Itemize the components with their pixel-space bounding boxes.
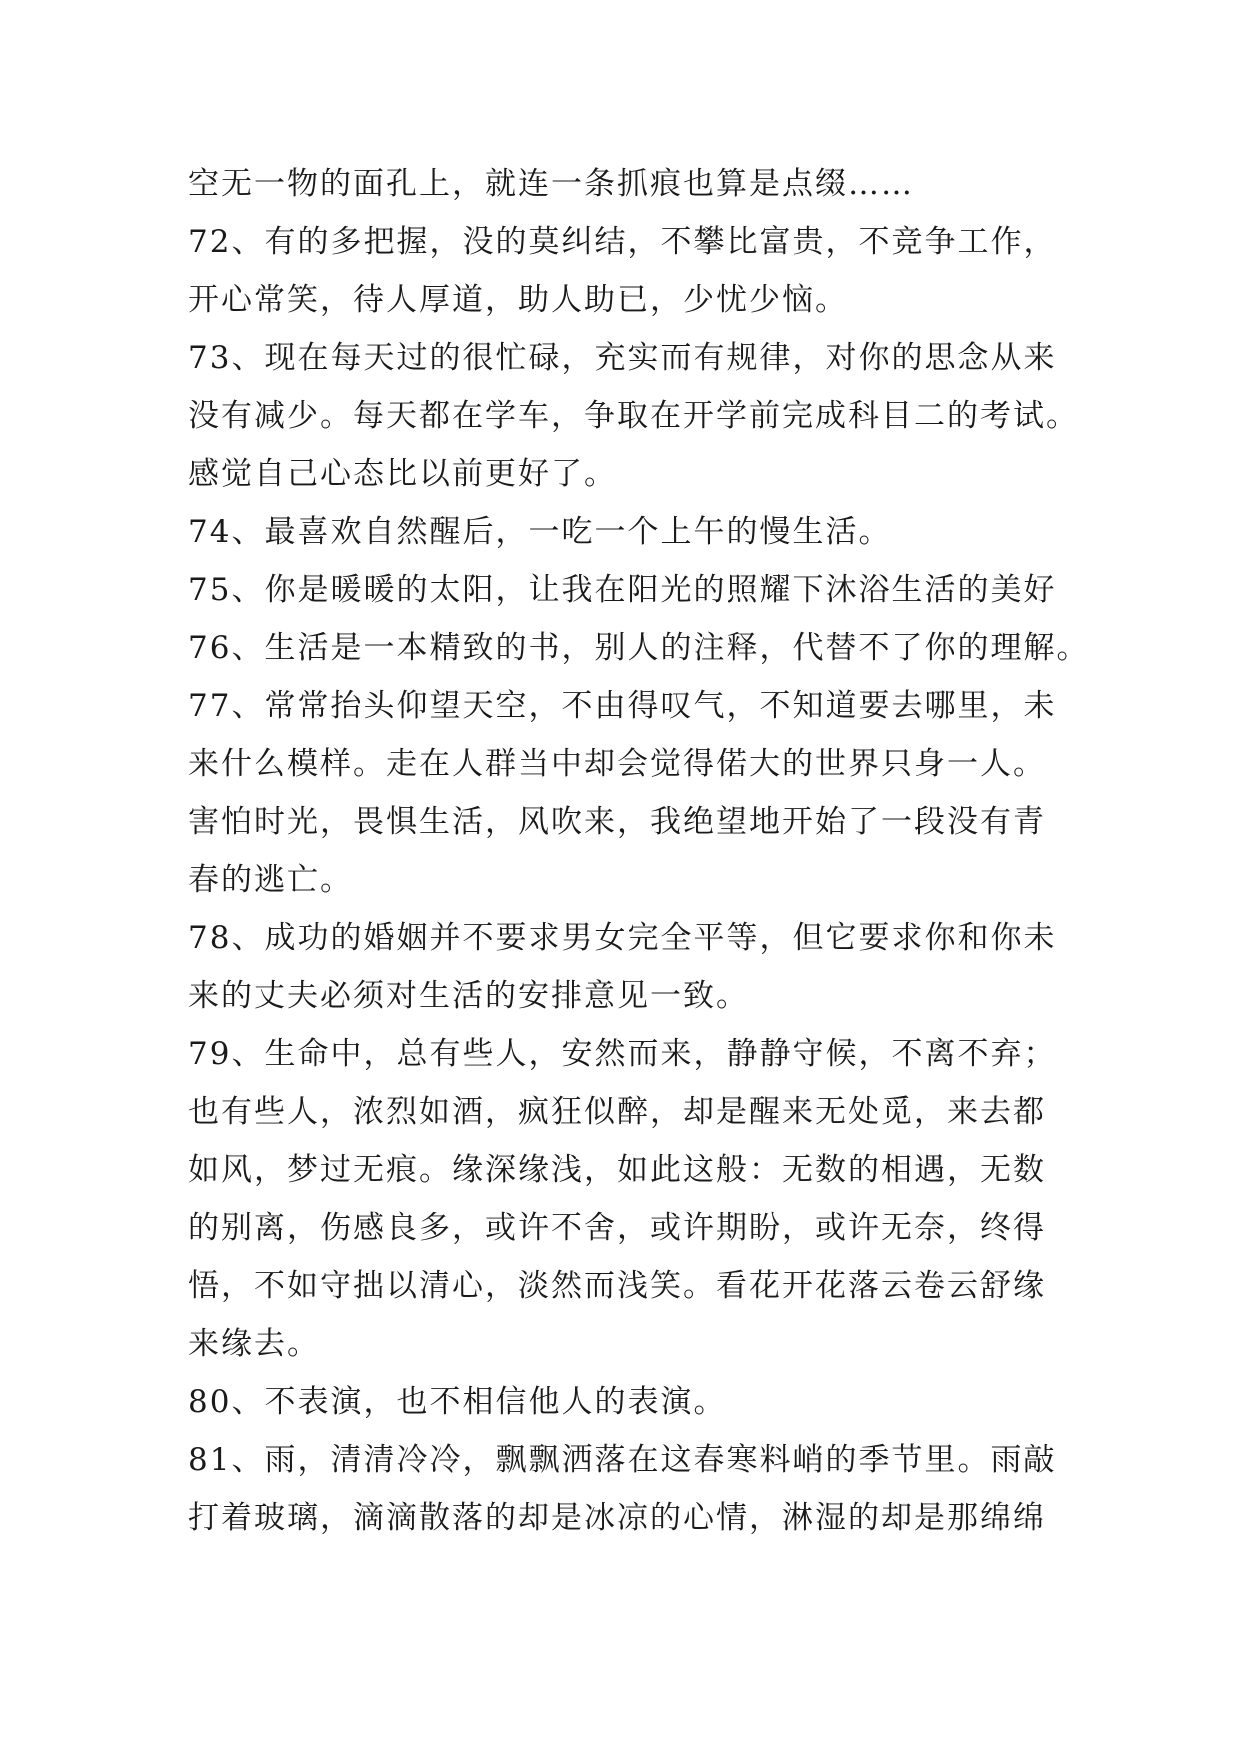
text-line: 没有减少。每天都在学车，争取在开学前完成科目二的考试。 — [188, 398, 1079, 434]
text-line: 来什么模样。走在人群当中却会觉得偌大的世界只身一人。 — [188, 746, 1046, 782]
text-line: 78、成功的婚姻并不要求男女完全平等，但它要求你和你未 — [188, 920, 1057, 956]
text-line: 81、雨，清清冷冷，飘飘洒落在这春寒料峭的季节里。雨敲 — [188, 1442, 1057, 1478]
text-line: 79、生命中，总有些人，安然而来，静静守候，不离不弃； — [188, 1036, 1057, 1072]
text-line: 75、你是暖暖的太阳，让我在阳光的照耀下沐浴生活的美好 — [188, 572, 1057, 608]
text-line: 的别离，伤感良多，或许不舍，或许期盼，或许无奈，终得 — [188, 1210, 1046, 1246]
text-line: 72、有的多把握，没的莫纠结，不攀比富贵，不竞争工作， — [188, 224, 1057, 260]
text-line: 也有些人，浓烈如酒，疯狂似醉，却是醒来无处觅，来去都 — [188, 1094, 1046, 1130]
text-line: 空无一物的面孔上，就连一条抓痕也算是点缀…… — [188, 166, 914, 202]
text-line: 春的逃亡。 — [188, 862, 353, 898]
text-line: 80、不表演，也不相信他人的表演。 — [188, 1384, 727, 1420]
text-line: 73、现在每天过的很忙碌，充实而有规律，对你的思念从来 — [188, 340, 1057, 376]
text-line: 打着玻璃，滴滴散落的却是冰凉的心情，淋湿的却是那绵绵 — [188, 1500, 1046, 1536]
text-line: 来缘去。 — [188, 1326, 320, 1362]
text-line: 害怕时光，畏惧生活，风吹来，我绝望地开始了一段没有青 — [188, 804, 1046, 840]
text-line: 74、最喜欢自然醒后，一吃一个上午的慢生活。 — [188, 514, 892, 550]
text-line: 来的丈夫必须对生活的安排意见一致。 — [188, 978, 749, 1014]
text-line: 如风，梦过无痕。缘深缘浅，如此这般：无数的相遇，无数 — [188, 1152, 1046, 1188]
text-line: 感觉自己心态比以前更好了。 — [188, 456, 617, 492]
text-line: 开心常笑，待人厚道，助人助已，少忧少恼。 — [188, 282, 848, 318]
text-line: 悟，不如守拙以清心，淡然而浅笑。看花开花落云卷云舒缘 — [188, 1268, 1046, 1304]
document-body — [188, 155, 1090, 1547]
text-line: 76、生活是一本精致的书，别人的注释，代替不了你的理解。 — [188, 630, 1090, 666]
text-line: 77、常常抬头仰望天空，不由得叹气，不知道要去哪里，未 — [188, 688, 1057, 724]
